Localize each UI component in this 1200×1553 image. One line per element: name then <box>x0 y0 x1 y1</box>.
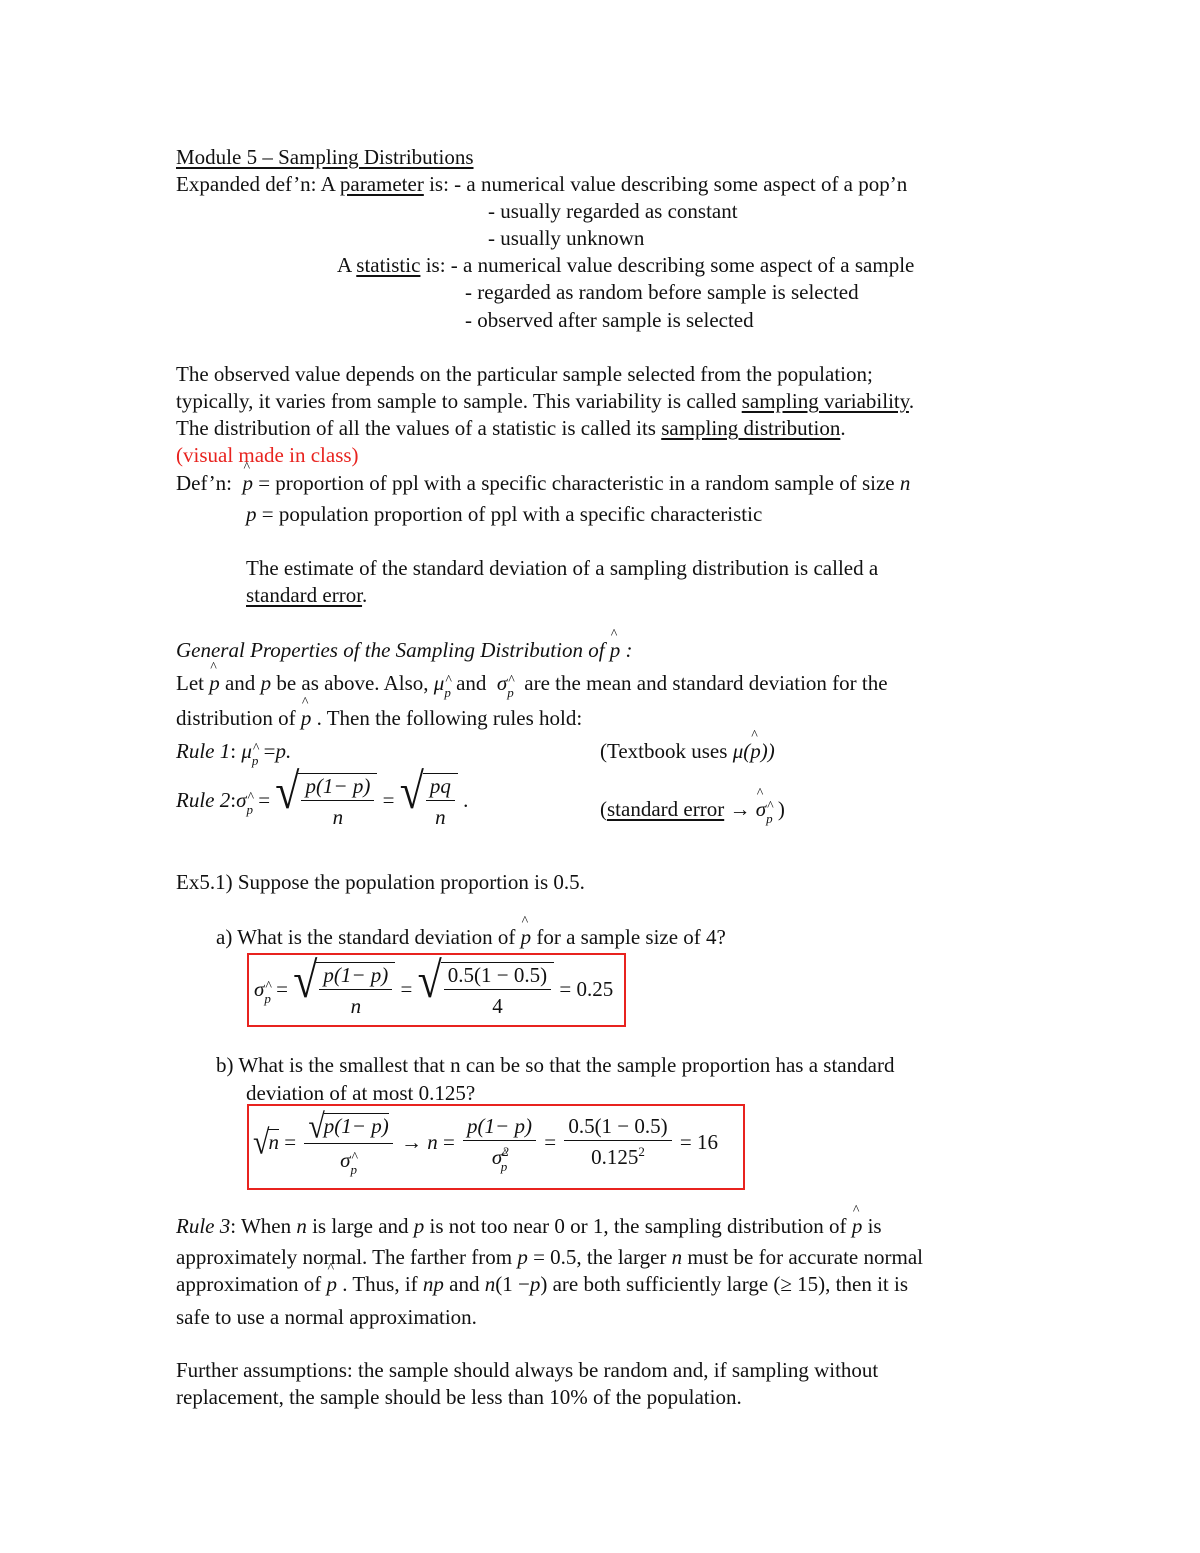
question-b-line-2: deviation of at most 0.125? <box>246 1081 476 1105</box>
dist-text: . Then the following rules hold: <box>311 706 583 730</box>
textbook-note-text: (Textbook uses <box>600 739 728 763</box>
definition-prefix: Expanded def’n: A <box>176 172 340 196</box>
mu-phat-symbol: μ^ $_p$ <box>241 739 258 763</box>
dist-text: distribution of <box>176 706 301 730</box>
rule-1: Rule 1: μ^ $_p$ =p. <box>176 741 291 762</box>
parameter-term: parameter <box>339 172 424 196</box>
numerator: 0.5(1 − 0.5) <box>564 1116 671 1141</box>
sigma-hat-phat-symbol: ^ σ^ $_p$ <box>756 797 773 821</box>
rule-3-text: is <box>862 1214 882 1238</box>
statistic-bullet-3: - observed after sample is selected <box>465 308 754 332</box>
rule-3-text: (1 − <box>495 1272 530 1296</box>
paragraph-line <box>176 391 914 412</box>
standard-error-term: standard error <box>607 797 725 821</box>
page-title: Module 5 – Sampling Distributions <box>176 145 474 169</box>
rule-3-text: . Thus, if <box>336 1272 423 1296</box>
standard-error-line: The estimate of the standard deviation of a sampling distribution is called a <box>246 556 879 580</box>
p-definition <box>246 504 762 525</box>
rule-3-label: Rule 3 <box>176 1214 231 1238</box>
denominator: 0.125 <box>591 1145 639 1169</box>
paragraph-line: The observed value depends on the particular sample selected from the population; <box>176 362 873 386</box>
denominator: 4 <box>492 994 503 1018</box>
mu-phat-notation: μ(^ p)) <box>733 739 775 763</box>
parameter-definition <box>176 174 907 195</box>
phat-symbol: ^ p <box>301 708 312 729</box>
rule-3-text: is large and <box>306 1214 414 1238</box>
rule-3-line: safe to use a normal approximation. <box>176 1305 477 1329</box>
further-assumptions-line: replacement, the sample should be less than 10% of the population. <box>176 1385 742 1409</box>
numerator: 0.5(1 − 0.5) <box>444 965 551 990</box>
paragraph-line <box>176 418 846 439</box>
rule-3-text: and <box>443 1272 485 1296</box>
answer-b-equation: √ n = √ p(1− p) σ^ $_p$ → n = $\frac{p(1- p)}{\sigma^2\^{} _p}$ = $\frac{0.5(1 - 0.5)}{0.125^2}$ = 16 <box>253 1113 718 1171</box>
statistic-bullet-2: - regarded as random before sample is selected <box>465 280 859 304</box>
let-text: Let <box>176 671 210 695</box>
mu-phat-symbol: μ^ $_p$ <box>434 671 451 695</box>
rule-3-line: Rule 3: When n is large and p is not too near 0 or 1, the sampling distribution of ^ p is <box>176 1216 882 1237</box>
question-text: a) What is the standard deviation of <box>216 925 521 949</box>
phat-symbol: ^ p <box>521 927 532 948</box>
rule-3-text: is not too near 0 or 1, the sampling distribution of <box>424 1214 852 1238</box>
parameter-bullet-3: - usually unknown <box>488 226 645 250</box>
parameter-bullet-1: is: - a numerical value describing some aspect of a pop’n <box>423 172 908 196</box>
question-b-line-1: b) What is the smallest that n can be so that the sample proportion has a standard <box>216 1053 895 1077</box>
n-symbol: n <box>899 471 911 495</box>
let-text: and <box>219 671 261 695</box>
answer-a-result: = 0.25 <box>559 977 614 1001</box>
fraction: √ p(1− p) σ^ $_p$ <box>304 1113 392 1171</box>
sqrt-expression: √ $\frac{pq}{n}$ <box>400 773 458 828</box>
phat-symbol: ^ p <box>209 673 220 694</box>
statistic-prefix: A <box>337 253 357 277</box>
rule-3-text: approximation of <box>176 1272 327 1296</box>
paragraph-text: typically, it varies from sample to sample. This variability is called <box>176 389 742 413</box>
sqrt-expression: √ $\frac{p(1- p)}{n}$ <box>275 773 377 828</box>
phat-symbol: ^ p <box>852 1216 863 1237</box>
rule-3-text: ) are both sufficiently large (≥ 15), then it is <box>540 1272 908 1296</box>
textbook-note <box>600 741 775 762</box>
phat-symbol: ^ p <box>242 473 253 494</box>
let-text: be as above. Also, <box>271 671 434 695</box>
equals-sign: = <box>263 739 276 763</box>
statistic-definition <box>337 255 914 276</box>
sqrt-expression: √ $\frac{p(1- p)}{n}$ <box>293 962 395 1017</box>
rule-3-text: : When <box>230 1214 297 1238</box>
paragraph-text: The distribution of all the values of a statistic is called its <box>176 416 662 440</box>
rule-1-rhs: p. <box>275 739 292 763</box>
further-assumptions-line: Further assumptions: the sample should always be random and, if sampling without <box>176 1358 879 1382</box>
sampling-variability-term: sampling variability <box>741 389 909 413</box>
sigma-phat-symbol: σ^ $_p$ <box>236 790 253 811</box>
phat-text: = proportion of ppl with a specific characteristic in a random sample of size <box>252 471 900 495</box>
rule-2-label: Rule 2 <box>176 788 231 812</box>
answer-a-equation: σ^ $_p$ = √ $\frac{p(1- p)}{n}$ = √ $\frac{0.5(1 - 0.5)}{4}$ = 0.25 <box>254 962 613 1017</box>
paragraph-text: . <box>840 416 846 440</box>
sigma-phat-symbol: σ^ $_p$ <box>254 979 271 1000</box>
rule-1-label: Rule 1 <box>176 739 231 763</box>
p-symbol: p <box>260 671 272 695</box>
paragraph-text: . <box>362 583 368 607</box>
defn-label: Def’n: <box>176 471 232 495</box>
rule-2: Rule 2 : σ^ $_p$ = √ $\frac{p(1- p)}{n}$ = √ $\frac{pq}{n}$ . <box>176 773 468 828</box>
properties-heading <box>176 640 633 661</box>
phat-symbol: ^ p <box>610 640 621 661</box>
p-symbol: p <box>246 502 257 526</box>
question-a <box>216 927 726 948</box>
paragraph-text: . <box>908 389 915 413</box>
p-text: = population proportion of ppl with a specific characteristic <box>256 502 763 526</box>
fraction: $\frac{p(1- p)}{\sigma^2\^{} _p}$ <box>463 1116 536 1168</box>
let-text: and <box>450 671 492 695</box>
let-text: are the mean and standard deviation for the <box>519 671 888 695</box>
example-intro: Ex5.1) Suppose the population proportion is 0.5. <box>176 870 585 894</box>
question-text: for a sample size of 4? <box>531 925 726 949</box>
arrow-icon: → <box>724 797 756 821</box>
sqrt-expression: √ $\frac{0.5(1 - 0.5)}{4}$ <box>418 962 555 1017</box>
rule-3-text: must be for accurate normal <box>682 1245 923 1269</box>
statistic-bullet-1: is: - a numerical value describing some aspect of a sample <box>420 253 915 277</box>
sampling-distribution-term: sampling distribution <box>661 416 841 440</box>
statistic-term: statistic <box>356 253 421 277</box>
parameter-bullet-2: - usually regarded as constant <box>488 199 738 223</box>
sigma-phat-symbol: σ^ $_p$ <box>497 671 514 695</box>
fraction: $\frac{0.5(1 - 0.5)}{0.125^2}$ <box>564 1116 671 1168</box>
phat-symbol: ^ p <box>326 1274 337 1295</box>
phat-definition <box>176 473 910 494</box>
sqrt-n: √ n <box>253 1123 279 1161</box>
rule-3-line: approximation of ^ p . Thus, if np and n(1 −p) are both sufficiently large (≥ 15), then it is <box>176 1274 908 1295</box>
distribution-line <box>176 708 582 729</box>
rule-3-text: = 0.5, the larger <box>527 1245 672 1269</box>
standard-error-term: standard error <box>246 583 363 607</box>
note-text: ( <box>600 797 607 821</box>
rule-3-text: approximately normal. The farther from <box>176 1245 518 1269</box>
visual-note: (visual made in class) <box>176 443 359 467</box>
answer-b-result: = 16 <box>679 1129 718 1154</box>
heading-text: : <box>620 638 633 662</box>
heading-text: General Properties of the Sampling Distribution of <box>176 638 605 662</box>
standard-error-note: (standard error → ^ σ^ $_p$ ) <box>600 799 785 820</box>
standard-error-line <box>246 585 367 606</box>
rule-3-line: approximately normal. The farther from p = 0.5, the larger n must be for accurate normal <box>176 1245 923 1269</box>
let-line <box>176 671 888 700</box>
